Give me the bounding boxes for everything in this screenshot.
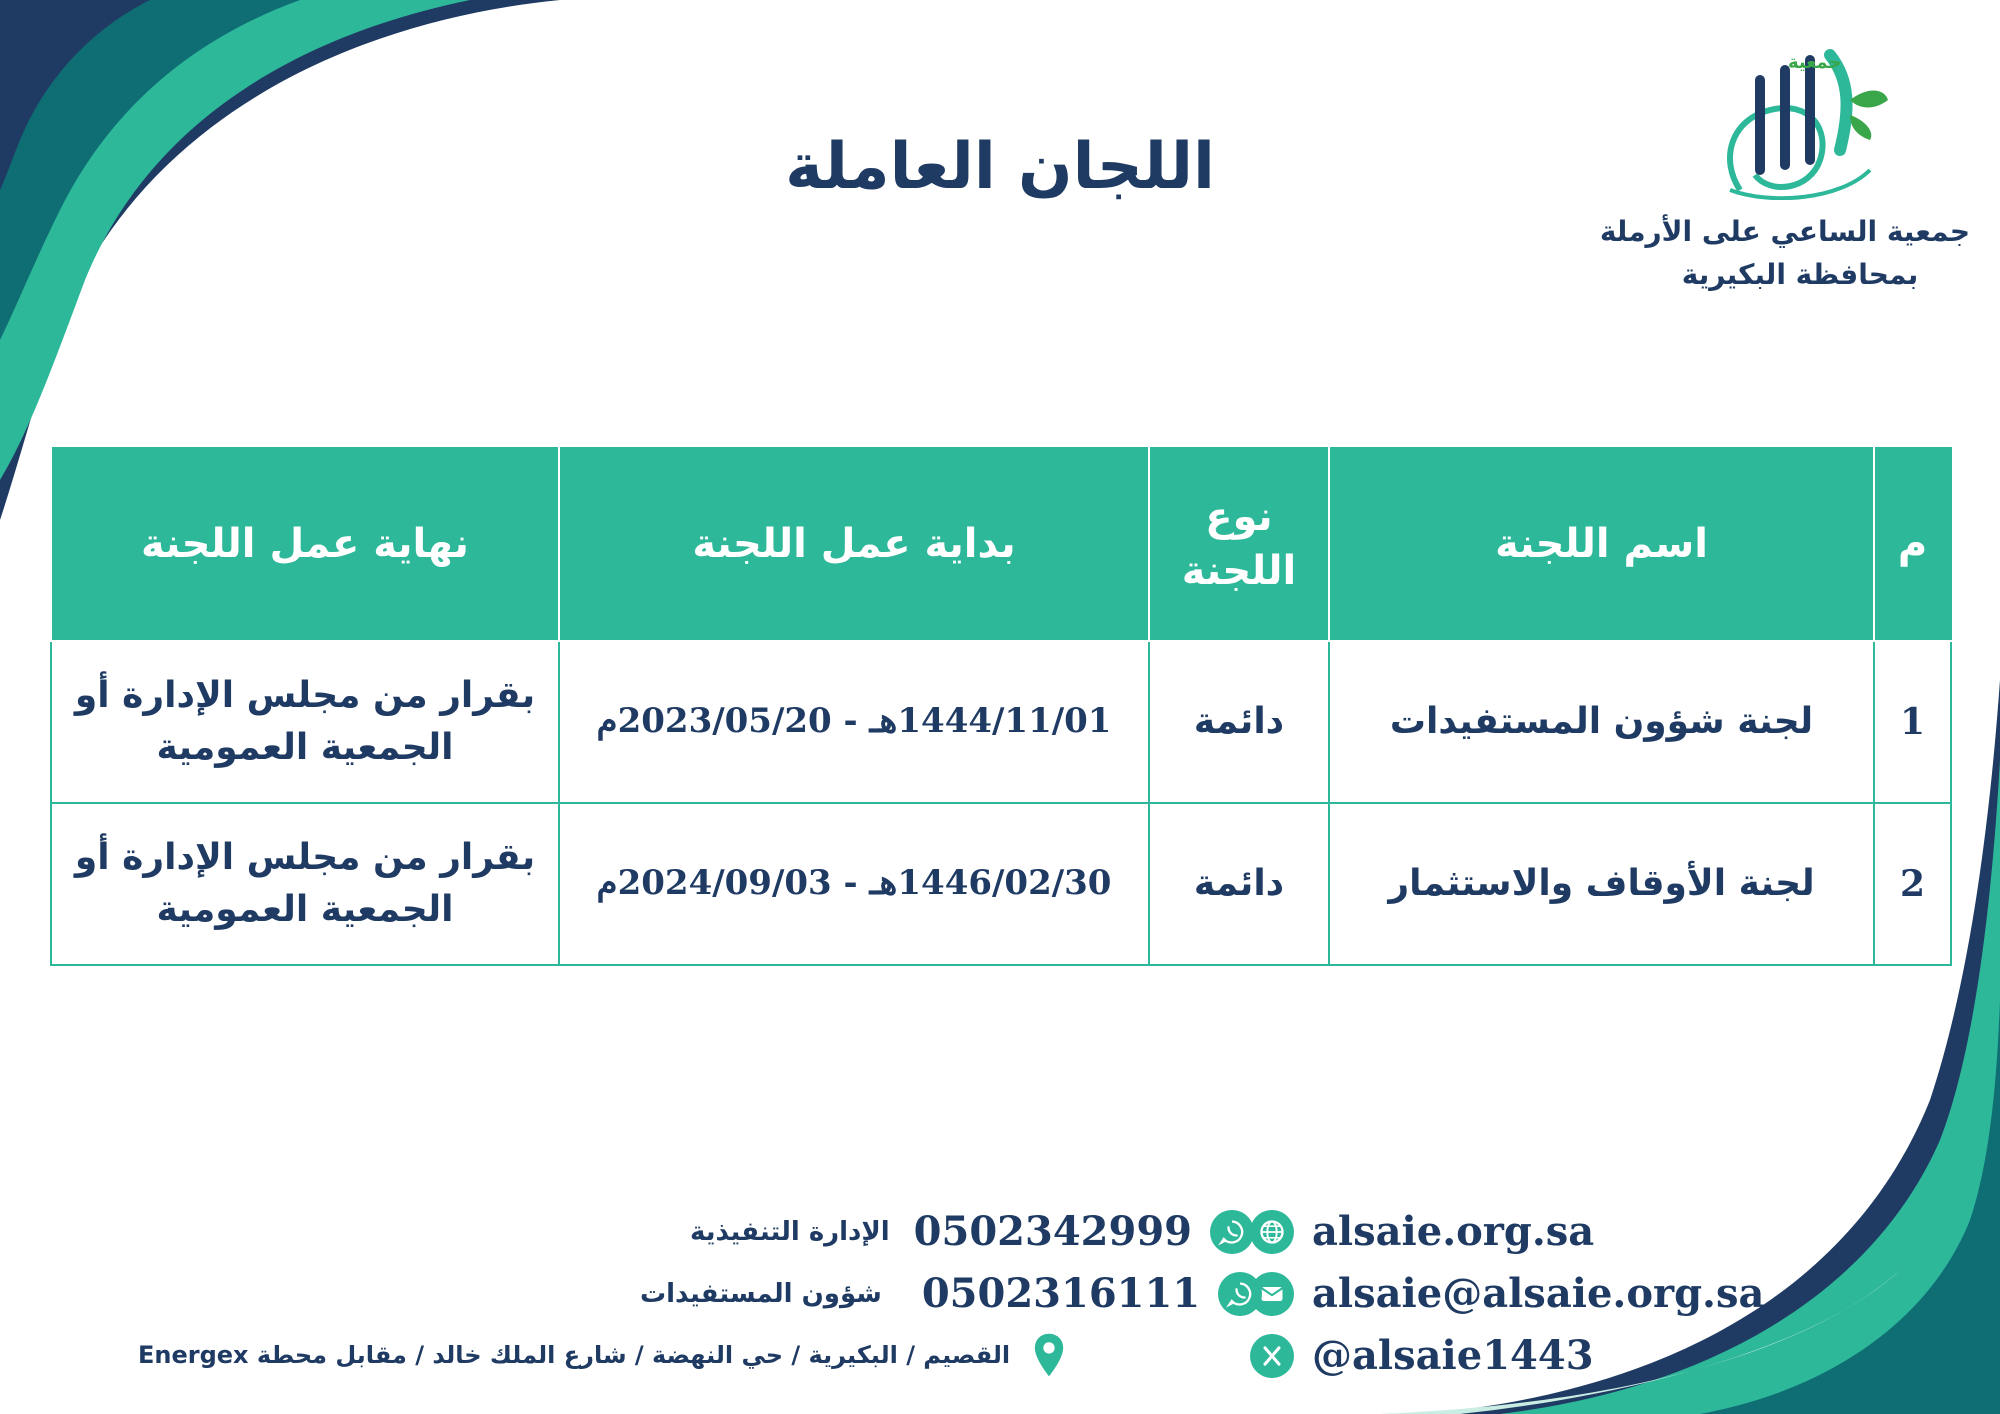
email-link[interactable]: alsaie@alsaie.org.sa xyxy=(1312,1270,1765,1317)
committee-type: دائمة xyxy=(1149,641,1329,803)
committee-start: 1444/11/01هـ - 2023/05/20م xyxy=(559,641,1149,803)
committee-type: دائمة xyxy=(1149,803,1329,965)
row-number: 1 xyxy=(1874,641,1951,803)
phone-number[interactable]: 0502342999 xyxy=(913,1208,1192,1255)
organization-name: جمعية الساعي على الأرملة xyxy=(1599,215,1970,248)
email-contact xyxy=(1250,1270,1764,1317)
phone-executive xyxy=(690,1208,1254,1255)
table-row xyxy=(51,803,1951,965)
committee-name: لجنة شؤون المستفيدات xyxy=(1329,641,1874,803)
header-committee-name: اسم اللجنة xyxy=(1329,446,1874,641)
header-committee-type: نوع اللجنة xyxy=(1149,446,1329,641)
organization-location: بمحافظة البكيرية xyxy=(1681,258,1919,291)
phone-number[interactable]: 0502316111 xyxy=(921,1270,1201,1317)
committee-end: بقرار من مجلس الإدارة أو الجمعية العمومية xyxy=(51,803,559,965)
header-start-date: بداية عمل اللجنة xyxy=(559,446,1149,641)
table-header-row xyxy=(51,446,1951,641)
address-text: القصيم / البكيرية / حي النهضة / شارع الملك خالد / مقابل محطة Energex xyxy=(138,1341,1011,1369)
whatsapp-icon xyxy=(1210,1210,1254,1254)
committee-name: لجنة الأوقاف والاستثمار xyxy=(1329,803,1874,965)
twitter-contact xyxy=(1250,1332,1594,1379)
whatsapp-icon xyxy=(1218,1272,1262,1316)
row-number: 2 xyxy=(1874,803,1951,965)
organization-logo xyxy=(1599,40,1970,300)
phone-label: الإدارة التنفيذية xyxy=(690,1216,890,1247)
header-number: م xyxy=(1874,446,1951,641)
phone-label: شؤون المستفيدات xyxy=(640,1278,882,1309)
committee-end: بقرار من مجلس الإدارة أو الجمعية العمومية xyxy=(51,641,559,803)
logo-badge: جمعية xyxy=(1788,52,1842,73)
globe-icon xyxy=(1250,1210,1294,1254)
committee-start: 1446/02/30هـ - 2024/09/03م xyxy=(559,803,1149,965)
website-contact xyxy=(1250,1208,1594,1255)
page-title: اللجان العاملة xyxy=(785,130,1215,204)
twitter-handle[interactable]: @alsaie1443 xyxy=(1312,1332,1594,1379)
x-icon xyxy=(1250,1334,1294,1378)
address-contact xyxy=(138,1332,1066,1378)
table-row xyxy=(51,641,1951,803)
header-end-date: نهاية عمل اللجنة xyxy=(51,446,559,641)
phone-beneficiaries xyxy=(640,1270,1262,1317)
website-link[interactable]: alsaie.org.sa xyxy=(1312,1208,1595,1255)
location-pin-icon xyxy=(1032,1332,1066,1378)
committees-table xyxy=(50,445,1952,966)
